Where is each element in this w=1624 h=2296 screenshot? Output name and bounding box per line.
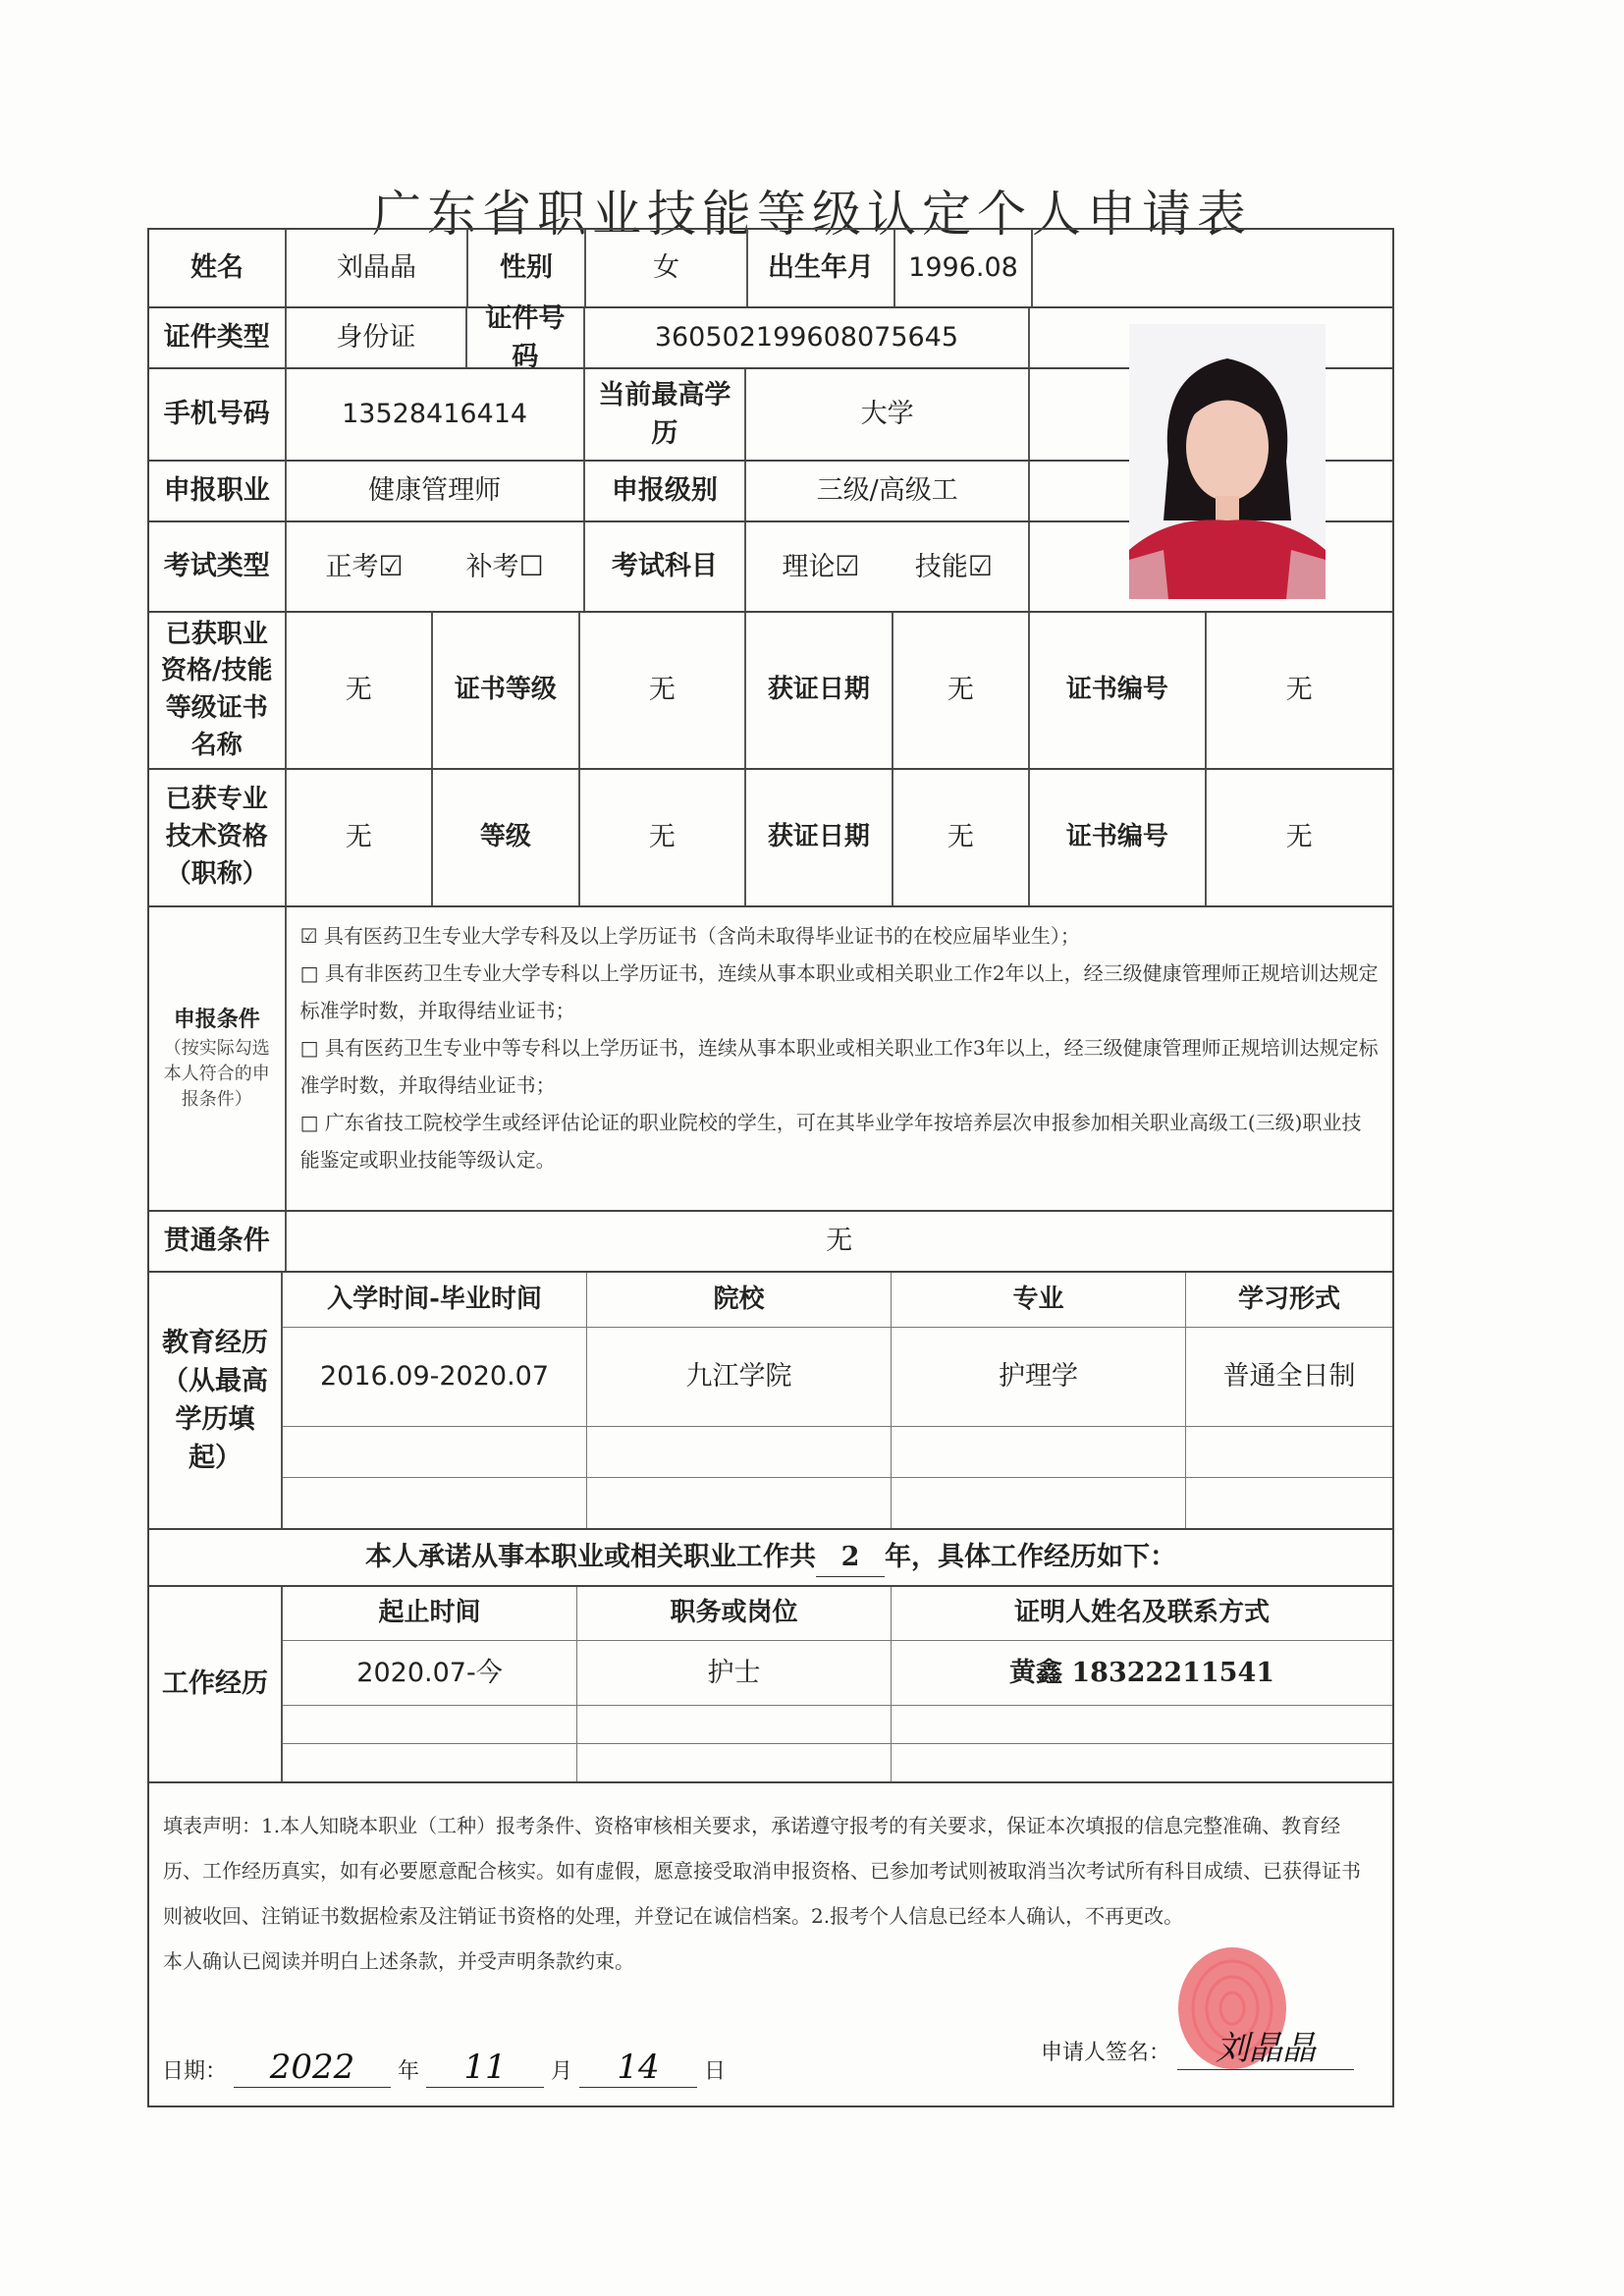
conditions-label-cell [149, 907, 287, 1210]
table-row [283, 1641, 1392, 1707]
exam-type-label: 考试类型 [149, 522, 287, 611]
condition-item[interactable]: □ 具有非医药卫生专业大学专科以上学历证书，连续从事本职业或相关职业工作2年以上，经三级健康管理师正规培训达规定标准学时数，并取得结业证书； [299, 961, 1379, 1022]
qual-date-label: 获证日期 [746, 613, 893, 768]
photo-area-top [1033, 230, 1298, 306]
edu-header-period: 入学时间-毕业时间 [283, 1273, 587, 1327]
exam-type-makeup[interactable]: 补考☐ [465, 549, 544, 582]
checkbox-checked-icon: ☑ [835, 549, 860, 582]
qual-label: 已获职业资格/技能等级证书名称 [149, 613, 287, 768]
exam-subject-label: 考试科目 [585, 522, 747, 611]
date-year[interactable]: 2022 [234, 2048, 391, 2088]
condition-item[interactable]: □ 广东省技工院校学生或经评估论证的职业院校的学生，可在其毕业学年按培养层次申报参加相关职业高级工(三级)职业技能鉴定或职业技能等级认定。 [299, 1111, 1362, 1172]
birth-label: 出生年月 [748, 230, 895, 306]
edu-label: 当前最高学历 [585, 369, 747, 460]
exam-type-options [287, 522, 585, 611]
work-header-reference: 证明人姓名及联系方式 [1013, 1598, 1270, 1628]
row-qualification [147, 613, 1394, 770]
qual-grade-value: 无 [580, 613, 746, 768]
checkbox-empty-icon: □ [299, 1111, 319, 1134]
date-day[interactable]: 14 [579, 2048, 697, 2088]
name-value: 刘晶晶 [287, 230, 468, 306]
row-title-qualification [147, 770, 1394, 907]
qual-grade-label: 证书等级 [433, 613, 580, 768]
education-label: 教育经历（从最高学历填起） [149, 1273, 283, 1528]
job-value: 健康管理师 [287, 462, 585, 520]
declaration-confirm: 本人确认已阅读并明白上述条款，并受声明条款约束。 [163, 1949, 634, 1973]
edu-header-form: 学习形式 [1237, 1284, 1340, 1314]
title-qual-date-label: 获证日期 [746, 770, 893, 905]
level-label: 申报级别 [585, 462, 747, 520]
edu-major: 护理学 [892, 1328, 1186, 1426]
applicant-photo [1129, 324, 1326, 599]
work-label: 工作经历 [149, 1587, 283, 1781]
level-value: 三级/高级工 [746, 462, 1030, 520]
phone-value: 13528416414 [287, 369, 585, 460]
edu-header-major: 专业 [892, 1273, 1186, 1327]
edu-period: 2016.09-2020.07 [283, 1328, 587, 1426]
title-qual-grade-value: 无 [580, 770, 746, 905]
signature-field[interactable]: 刘晶晶 [1177, 2021, 1354, 2070]
edu-form: 普通全日制 [1222, 1361, 1356, 1393]
title-qual-no-value: 无 [1285, 822, 1313, 853]
checkbox-checked-icon: ☑ [378, 549, 404, 582]
conditions-label: 申报条件 [173, 1006, 260, 1032]
subject-theory[interactable]: 理论☑ [782, 549, 860, 582]
condition-item[interactable]: ☑ 具有医药卫生专业大学专科及以上学历证书（含尚未取得毕业证书的在校应届毕业生）； [299, 924, 1080, 948]
checkbox-empty-icon: □ [299, 1036, 319, 1060]
date-month[interactable]: 11 [426, 2048, 544, 2088]
id-type-label: 证件类型 [149, 308, 287, 367]
conditions-list [287, 907, 1392, 1210]
table-row [283, 1478, 1392, 1528]
row-conditions [147, 907, 1394, 1212]
id-type-value: 身份证 [287, 308, 467, 367]
work-years: 2 [816, 1538, 885, 1577]
work-period: 2020.07-今 [283, 1641, 577, 1706]
declaration-text: 填表声明：1.本人知晓本职业（工种）报考条件、资格审核相关要求，承诺遵守报考的有关要求，保证本次填报的信息完整准确、教育经历、工作经历真实，如有必要愿意配合核实。如有虚假，愿意接受取消申报资格、已参加考试则被取消当次考试所有科目成绩、已获得证书则被收回、注销证书数据检索及注销证书资格的处理，并登记在诚信档案。2.报考个人信息已经本人确认，不再更改。 [163, 1814, 1361, 1928]
through-value: 无 [826, 1226, 853, 1257]
gender-label: 性别 [468, 230, 586, 306]
table-row [283, 1744, 1392, 1781]
phone-label: 手机号码 [149, 369, 287, 460]
work-header-row [283, 1587, 1392, 1641]
condition-item[interactable]: □ 具有医药卫生专业中等专科以上学历证书，连续从事本职业或相关职业工作3年以上，经三级健康管理师正规培训达规定标准学时数，并取得结业证书； [299, 1036, 1379, 1097]
title-qual-grade-label: 等级 [433, 770, 580, 905]
title-qual-name-value: 无 [287, 770, 434, 905]
sign-date: 日期： 2022 年 11 月 14 日 [162, 2048, 727, 2087]
qual-date-value: 无 [893, 613, 1031, 768]
checkbox-checked-icon: ☑ [967, 549, 993, 582]
work-header-period: 起止时间 [283, 1587, 577, 1640]
title-qual-no-label: 证书编号 [1030, 770, 1206, 905]
exam-type-regular[interactable]: 正考☑ [325, 549, 404, 582]
qual-no-value: 无 [1285, 675, 1313, 706]
row-education [147, 1273, 1394, 1530]
through-label: 贯通条件 [149, 1212, 287, 1271]
row-through [147, 1212, 1394, 1273]
applicant-signature: 申请人签名： 刘晶晶 [1041, 2021, 1354, 2070]
name-label: 姓名 [149, 230, 287, 306]
edu-school: 九江学院 [587, 1328, 892, 1426]
education-table [283, 1273, 1392, 1528]
gender-value: 女 [586, 230, 748, 306]
work-header-position: 职务或岗位 [577, 1587, 892, 1640]
edu-header-school: 院校 [587, 1273, 892, 1327]
table-row [283, 1328, 1392, 1427]
checkbox-checked-icon: ☑ [299, 924, 318, 948]
id-no-label: 证件号码 [467, 308, 585, 367]
checkbox-empty-icon: ☐ [518, 549, 544, 582]
row-work [147, 1587, 1394, 1783]
title-qual-label: 已获专业技术资格（职称） [149, 770, 287, 905]
education-header-row [283, 1273, 1392, 1328]
form-title: 广东省职业技能等级认定个人申请表 [372, 186, 1252, 243]
job-label: 申报职业 [149, 462, 287, 520]
edu-value: 大学 [746, 369, 1030, 460]
row-pledge [147, 1530, 1394, 1587]
work-pledge: 本人承诺从事本职业或相关职业工作共 2 年，具体工作经历如下： [149, 1530, 1392, 1585]
work-table [283, 1587, 1392, 1781]
table-row [283, 1427, 1392, 1478]
id-no-value: 360502199608075645 [585, 308, 1031, 367]
title-qual-date-value: 无 [893, 770, 1031, 905]
work-reference: 黄鑫 18322211541 [1008, 1657, 1275, 1688]
subject-skill[interactable]: 技能☑ [914, 549, 993, 582]
exam-subject-options [746, 522, 1030, 611]
work-position: 护士 [577, 1641, 892, 1706]
row-name [147, 228, 1394, 308]
table-row [283, 1706, 1392, 1744]
checkbox-empty-icon: □ [299, 961, 319, 985]
birth-value: 1996.08 [895, 230, 1033, 306]
qual-name-value: 无 [287, 613, 434, 768]
qual-no-label: 证书编号 [1030, 613, 1206, 768]
conditions-hint: （按实际勾选本人符合的申报条件） [163, 1037, 270, 1110]
